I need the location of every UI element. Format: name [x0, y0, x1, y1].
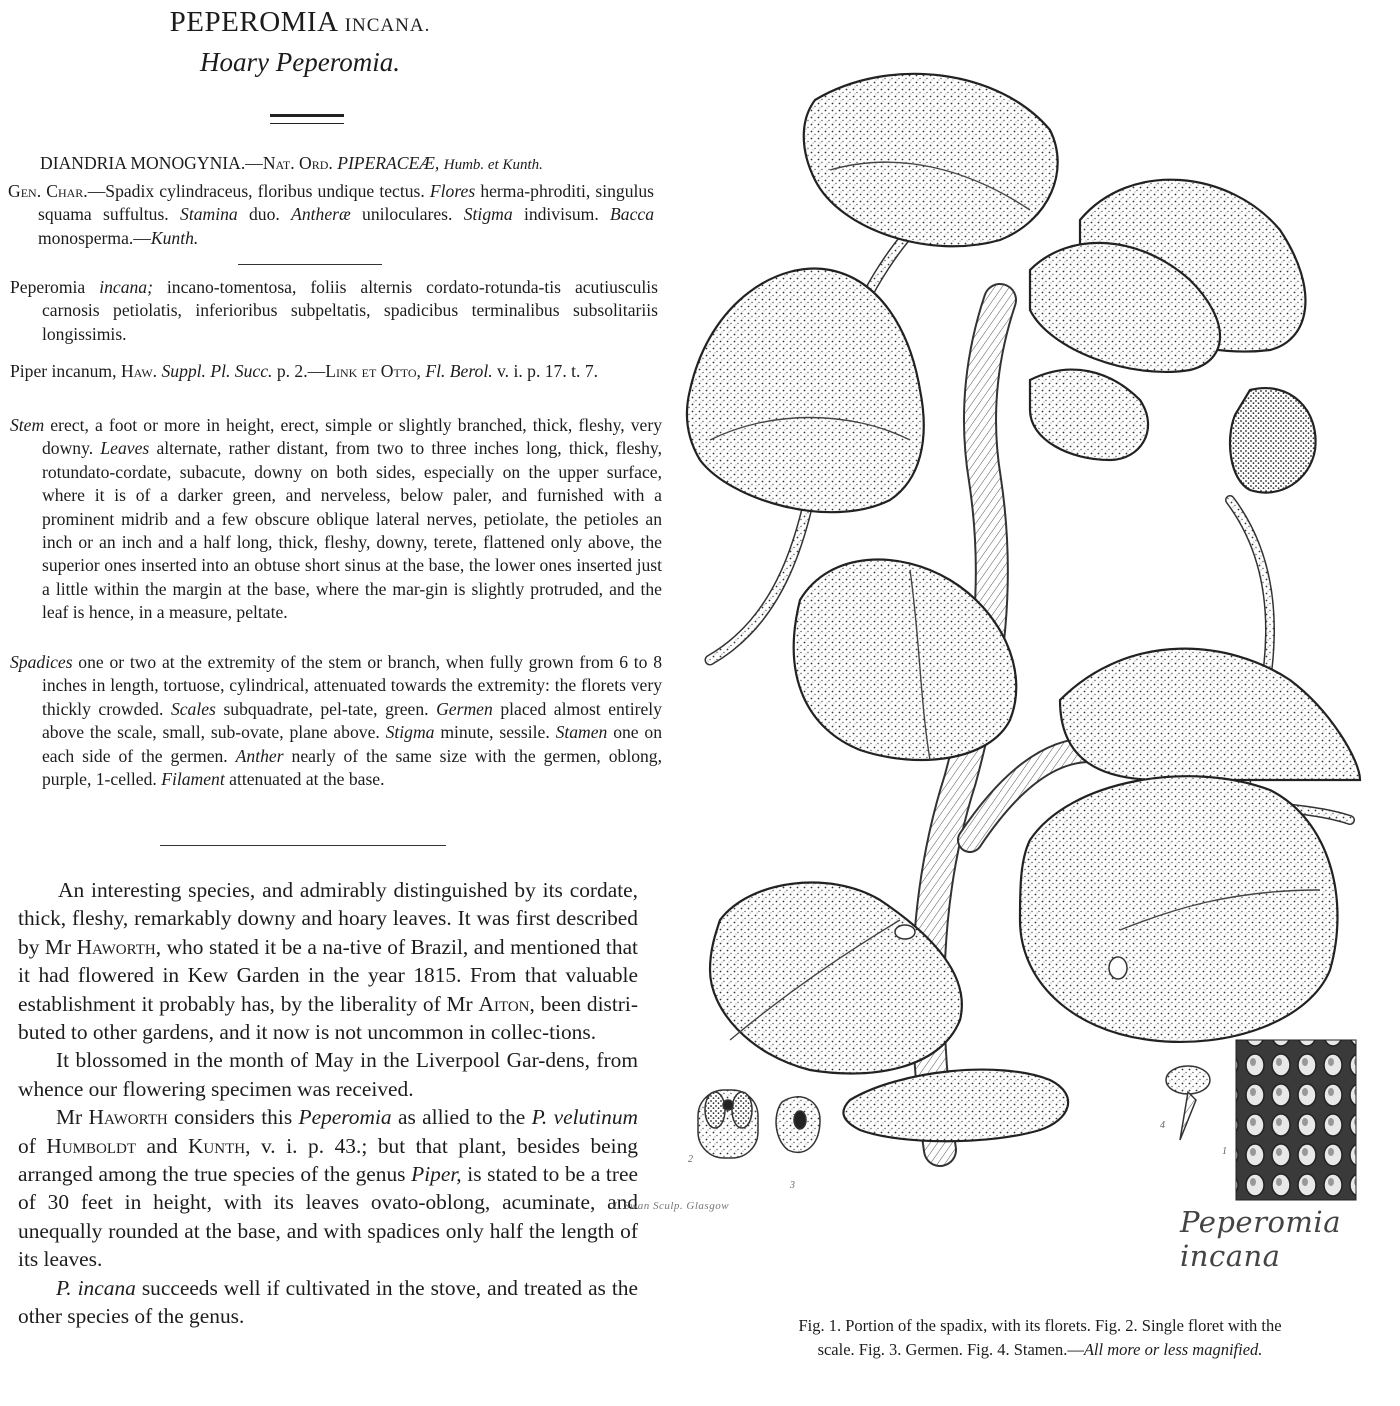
petiole-node [895, 925, 915, 939]
synonymy: Piper incanum, Haw. Suppl. Pl. Succ. p. 2.—Link et Otto, Fl. Berol. v. i. p. 17. t. 7. [10, 361, 599, 381]
fig-1-spadix [1236, 1040, 1356, 1200]
title-block [0, 6, 600, 78]
leaf-right-lower [1060, 649, 1360, 780]
leaf-small-right [1230, 388, 1316, 493]
classification-line [40, 152, 640, 177]
nat-ord-name: PIPERACEÆ, [337, 153, 440, 173]
paragraph-3: Mr Haworth considers this Peperomia as allied to the P. velutinum of Humboldt and Kunth, v. i. p. 43.; but that plant, besides being arranged among the true species of the genus Piper, is stated to be a tree of 30 feet in height, with its leaves ovato-oblong, acuminate, and unequally rounded at the base, and with spadices only half the length of its leaves. [18, 1105, 638, 1272]
body-text [18, 876, 638, 1331]
leaf-left-upper [687, 269, 924, 513]
title-double-rule [270, 114, 344, 124]
petiole-node-2 [1109, 957, 1127, 979]
paragraph-4: P. incana succeeds well if cultivated in the stove, and treated as the other species of the genus. [18, 1275, 638, 1329]
leaf-bottom [843, 1070, 1068, 1142]
title-genus: PEPEROMIA [169, 6, 337, 38]
nat-ord-authority: Humb. et Kunth. [443, 157, 543, 173]
description-stem-leaves: Stem erect, a foot or more in height, erect, simple or slightly branched, thick, fleshy, very downy. Leaves alternate, rather distant, from two to three inches long, thick, fleshy, rotundato-cordate, subacute, downy on both sides, especially on the upper surface, where it is of a darker green, and nerveless, below paler, and furnished with a prominent midrib and a few obscure oblique lateral nerves, petiolate, the petioles an inch or an inch and a half long, thick, fleshy, downy, terete, flattened only above, the superior ones inserted into an obtuse short sinus at the base, the lower ones inserted just a little within the margin at the base, where the mar-gin is slightly protruded, and the leaf is hence, in a measure, peltate. [10, 415, 662, 623]
generic-character: Gen. Char.—Spadix cylindraceus, floribus undique tectus. Flores herma-phroditi, singulus squama suffultus. Stamina duo. Antheræ uniloculares. Stigma indivisum. Bacca monosperma.—Kunth. [8, 181, 655, 248]
engraver-credit: J. Swan Sculp. Glasgow [612, 1200, 730, 1212]
plant-illustration [670, 60, 1400, 1260]
page-subtitle: Hoary Peperomia. [200, 47, 400, 77]
fig-3-germen [776, 1097, 820, 1153]
caption-line-1: Fig. 1. Portion of the spadix, with its florets. Fig. 2. Single floret with the [798, 1316, 1282, 1335]
fig-label-1: 1 [1222, 1146, 1227, 1157]
specific-character: Peperomia incana; incano-tomentosa, foliis alternis cordato-rotunda-tis acutiusculis carnosis petiolatis, inferioribus subpeltatis, spadicibus terminalibus subsolitariis longissimis. [10, 277, 659, 344]
paragraph-2: It blossomed in the month of May in the Liverpool Gar-dens, from whence our flowering specimen was received. [18, 1048, 638, 1101]
botanical-plate [670, 60, 1400, 1260]
page-title [0, 6, 600, 39]
section-divider [160, 845, 446, 846]
fig-4-stamen [1166, 1066, 1210, 1140]
fig-label-4: 4 [1160, 1120, 1165, 1131]
gen-char-label: Gen. Char. [8, 181, 88, 201]
leaf-mid-right [1030, 370, 1148, 460]
text-column [0, 0, 663, 1406]
plate-species-name: Peperomia incana [1180, 1205, 1341, 1273]
fig-label-3: 3 [790, 1180, 795, 1191]
fig-label-2: 2 [688, 1154, 693, 1165]
fig-2-floret [698, 1090, 758, 1158]
leaf-top [804, 74, 1058, 246]
class-name: DIANDRIA MONOGYNIA. [40, 153, 246, 173]
divider-rule [238, 264, 382, 265]
figure-caption [700, 1314, 1380, 1361]
description-spadices: Spadices one or two at the extremity of the stem or branch, when fully grown from 6 to 8 inches in length, tortuose, cylindrical, attenuated towards the extremity: the florets very thickly crowded. Scales subquadrate, pel-tate, green. Germen placed almost entirely above the scale, small, sub-ovate, plane above. Stigma minute, sessile. Stamen one on each side of the germen. Anther nearly of the same size with the germen, oblong, purple, 1-celled. Filament attenuated at the base. [10, 652, 663, 790]
nat-ord-label: —Nat. Ord. [245, 153, 333, 173]
title-species: INCANA. [344, 15, 431, 36]
caption-line-2: scale. Fig. 3. Germen. Fig. 4. Stamen.—All more or less magnified. [817, 1339, 1263, 1359]
paragraph-1: An interesting species, and admirably distinguished by its cordate, thick, fleshy, remarkably downy and hoary leaves. It was first described by Mr Haworth, who stated it be a na-tive of Brazil, and mentioned that it had flowered in Kew Garden in the year 1815. From that valuable establishment it probably has, by the liberality of Mr Aiton, been distri-buted to other gardens, and it now is not uncommon in collec-tions. [18, 878, 639, 1045]
